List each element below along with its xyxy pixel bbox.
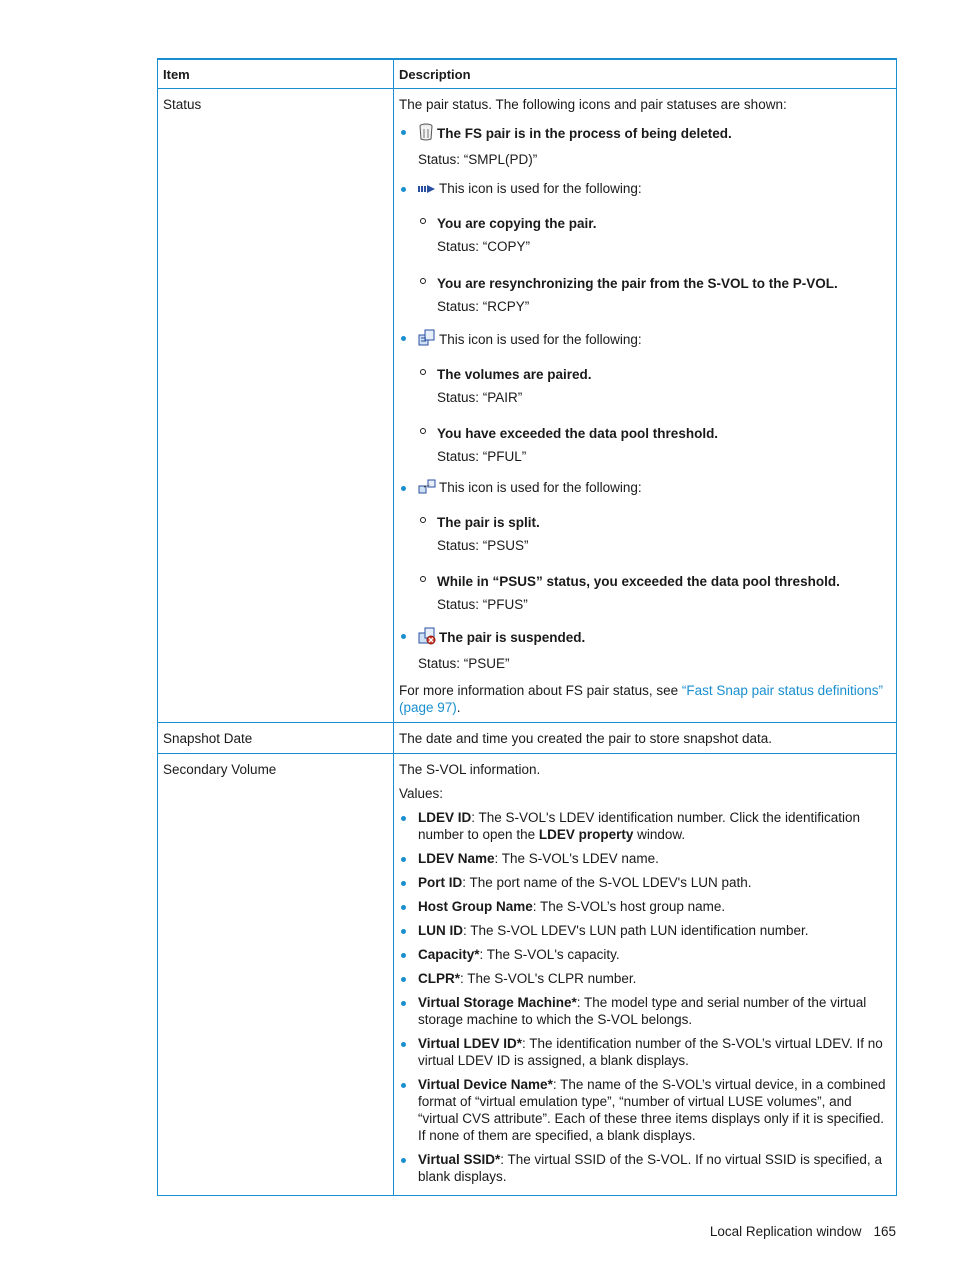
pair-item-threshold-text: You have exceeded the data pool threshold. [437, 425, 719, 441]
status-copy-group [399, 180, 891, 315]
svol-term: LUN ID [418, 922, 463, 938]
footer-section-title: Local Replication window [709, 1224, 862, 1239]
page-number: 165 [873, 1224, 896, 1239]
svol-text: : The model type and serial number of the virtual storage machine to which the S-VOL belongs. [418, 994, 867, 1027]
svol-text: : The S-VOL's capacity. [479, 946, 620, 962]
copy-group-intro: This icon is used for the following: [439, 180, 642, 196]
svol-intro: The S-VOL information. [399, 761, 541, 777]
more-info-prefix: For more information about FS pair status, see [399, 682, 682, 698]
svol-term: Capacity* [418, 946, 480, 962]
description-secondary-volume [394, 753, 897, 1195]
svol-text: : The identification number of the S-VOL’s virtual LDEV. If no virtual LDEV ID is assigned, a blank displays. [418, 1035, 883, 1068]
svol-value-item [399, 946, 891, 963]
svol-term: LDEV ID [418, 809, 472, 825]
svol-text: : The port name of the S-VOL LDEV's LUN path. [462, 874, 752, 890]
trash-icon [418, 123, 434, 145]
svol-term: Host Group Name [418, 898, 533, 914]
copy-item-copying-text: You are copying the pair. [437, 215, 597, 231]
svol-value-item [399, 1151, 891, 1185]
copy-group-list [418, 215, 891, 315]
svol-value-item [399, 1035, 891, 1069]
status-suspended-text: The pair is suspended. [439, 629, 586, 645]
split-item-split [418, 514, 891, 554]
column-header-description: Description [394, 59, 897, 88]
svol-term: Virtual Device Name* [418, 1076, 553, 1092]
pair-info-table [157, 58, 897, 1196]
svol-text: : The S-VOL’s host group name. [532, 898, 726, 914]
svol-value-item [399, 994, 891, 1028]
svol-term: Virtual LDEV ID* [418, 1035, 523, 1051]
table-row-secondary-volume [158, 753, 897, 1195]
pair-item-paired-code: Status: “PAIR” [437, 389, 523, 405]
svol-text: : The S-VOL LDEV's LUN path LUN identification number. [463, 922, 809, 938]
copy-item-resync-text: You are resynchronizing the pair from the S-VOL to the P-VOL. [437, 275, 838, 291]
svol-value-item [399, 850, 891, 867]
svol-value-item [399, 922, 891, 939]
pair-item-threshold [418, 425, 891, 465]
status-icon-list [399, 123, 891, 672]
svol-value-item [399, 970, 891, 987]
split-item-split-code: Status: “PSUS” [437, 537, 529, 553]
item-secondary-volume: Secondary Volume [158, 753, 394, 1195]
svol-text: : The S-VOL's CLPR number. [460, 970, 637, 986]
copy-item-resync-code: Status: “RCPY” [437, 298, 530, 314]
table-row-status [158, 88, 897, 722]
svol-term: Port ID [418, 874, 463, 890]
description-snapshot-date: The date and time you created the pair to store snapshot data. [394, 722, 897, 753]
pair-item-threshold-code: Status: “PFUL” [437, 448, 527, 464]
svol-value-item [399, 898, 891, 915]
svol-text: : The S-VOL's LDEV identification number. Click the identification number to open the [418, 809, 861, 842]
svol-values-label: Values: [399, 785, 444, 801]
status-more-info [399, 682, 891, 716]
copy-item-copying [418, 215, 891, 255]
page-footer [710, 1223, 896, 1240]
svol-value-item [399, 874, 891, 891]
copy-item-resync [418, 275, 891, 315]
status-deleting-code: Status: “SMPL(PD)” [418, 151, 538, 167]
svol-term: CLPR* [418, 970, 461, 986]
more-info-suffix: . [456, 699, 461, 715]
split-pair-icon [418, 479, 436, 499]
pair-group-list [418, 366, 891, 465]
svol-term-ldev-property: LDEV property [538, 826, 634, 842]
svol-term: LDEV Name [418, 850, 495, 866]
copy-arrow-icon [418, 183, 436, 200]
svol-text: : The S-VOL's LDEV name. [494, 850, 659, 866]
pair-item-paired [418, 366, 891, 406]
split-item-threshold-code: Status: “PFUS” [437, 596, 528, 612]
description-status [394, 88, 897, 722]
paired-volumes-icon [418, 329, 436, 351]
copy-item-copying-code: Status: “COPY” [437, 238, 531, 254]
svol-value-item [399, 1076, 891, 1144]
svol-text: window. [633, 826, 686, 842]
status-definitions-link[interactable]: “Fast Snap pair status definitions” (page 97) [399, 682, 883, 715]
svol-text: : The virtual SSID of the S-VOL. If no virtual SSID is specified, a blank displays. [418, 1151, 882, 1184]
item-snapshot-date: Snapshot Date [158, 722, 394, 753]
table-row-snapshot-date [158, 722, 897, 753]
svol-text: : The name of the S-VOL’s virtual device, in a combined format of “virtual emulation type”, “number of virtual LUSE volumes”, and “virtual CVS attribute”. Each of these three items displays only if it is specified. If none of them are specified, a blank displays. [418, 1076, 886, 1143]
split-item-threshold [418, 573, 891, 613]
status-suspended [399, 627, 891, 672]
status-suspended-code: Status: “PSUE” [418, 655, 510, 671]
status-split-group [399, 479, 891, 613]
pair-group-intro: This icon is used for the following: [439, 331, 642, 347]
svol-values-list [399, 809, 891, 1185]
suspended-pair-icon [418, 627, 436, 649]
item-status: Status [158, 88, 394, 722]
svol-term: Virtual Storage Machine* [418, 994, 577, 1010]
svol-value-ldev-id [399, 809, 891, 843]
status-intro: The pair status. The following icons and pair statuses are shown: [399, 96, 787, 112]
status-pair-group [399, 329, 891, 465]
status-deleting-text: The FS pair is in the process of being deleted. [437, 125, 732, 141]
split-item-split-text: The pair is split. [437, 514, 540, 530]
table-header-row [158, 59, 897, 88]
column-header-item: Item [158, 59, 394, 88]
pair-item-paired-text: The volumes are paired. [437, 366, 592, 382]
split-group-intro: This icon is used for the following: [439, 479, 642, 495]
status-deleting [399, 123, 891, 168]
svol-term: Virtual SSID* [418, 1151, 501, 1167]
split-group-list [418, 514, 891, 613]
split-item-threshold-text: While in “PSUS” status, you exceeded the data pool threshold. [437, 573, 840, 589]
